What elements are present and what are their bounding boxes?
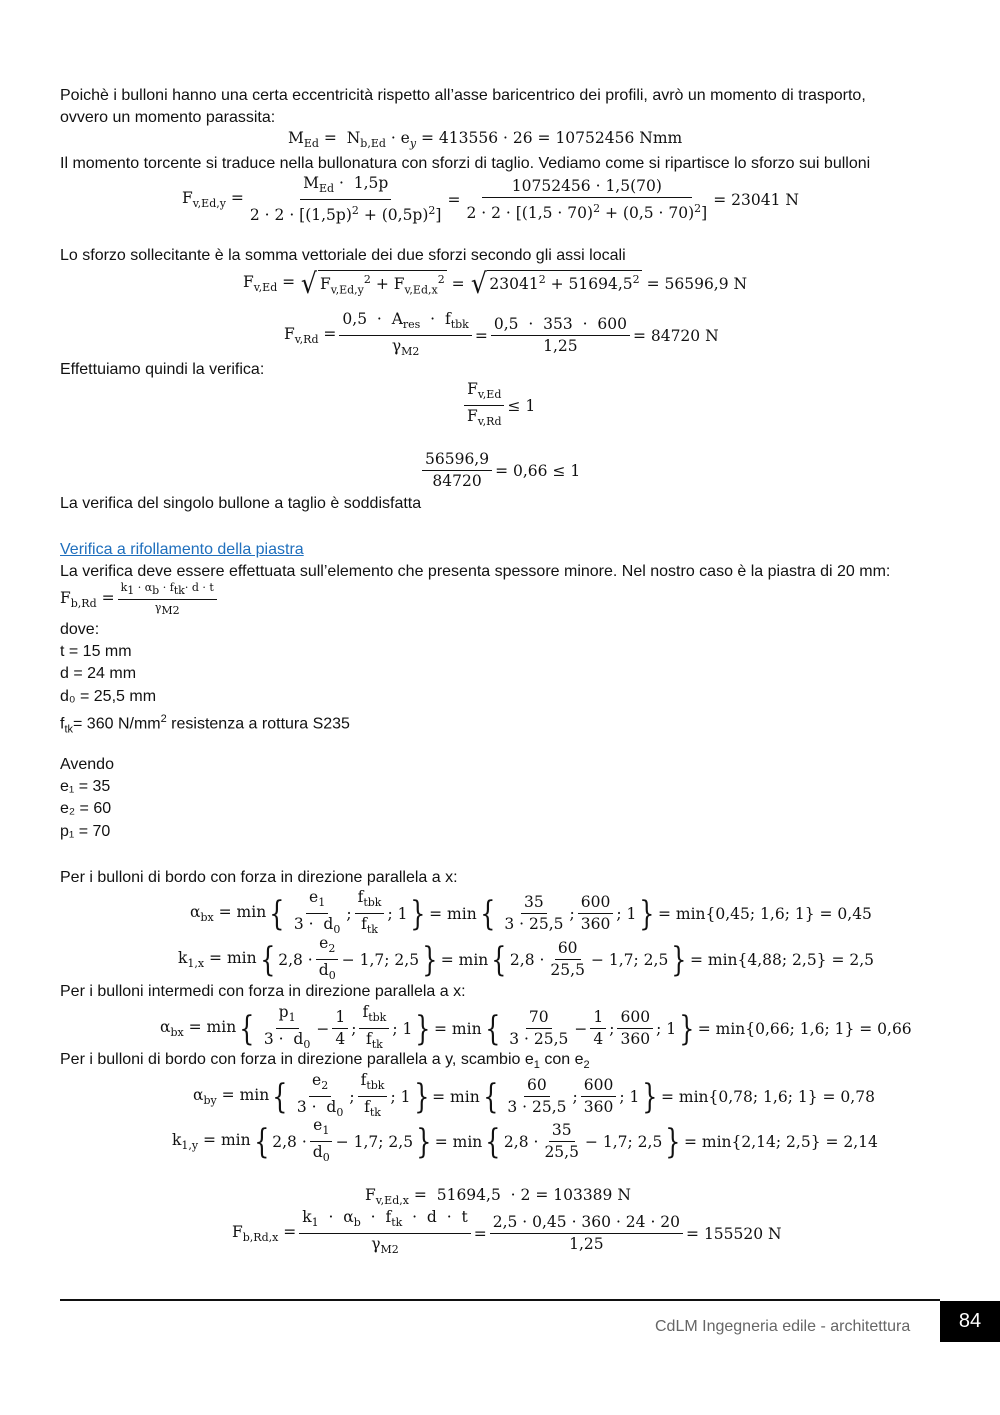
ratio-values-rest: = 0,66 ≤ 1 bbox=[495, 461, 581, 480]
page-number: 84 bbox=[940, 1301, 1000, 1342]
footer-rule bbox=[60, 1299, 940, 1301]
fb-rd-x-den: 1,25 bbox=[569, 1235, 604, 1254]
equation-fv-ed-y: $F_{v,Ed,y}$ = $\frac{M_{Ed} \cdot 1,5p}{2 \cdot 2 \cdot [(1,5p)^2 + (0,5p)^2]}$ = $\frac{10752456 \cdot 1,5(70)}{2 \cdot 2 \cdot [(1,5 \cdot 70)^2 + (0,5 \cdot 70)^2]}$ = 23041 N bbox=[182, 174, 799, 225]
edge-y-text: Per i bulloni di bordo con forza in direzione parallela a y, scambio $e_1$ con $e_2$ bbox=[60, 1051, 590, 1072]
ratio-numerator: 56596,9 bbox=[422, 450, 492, 471]
fb-rd-x-result: = 155520 N bbox=[686, 1224, 782, 1243]
equation-ratio: $\frac{F_{v,Ed}}{F_{v,Rd}}$ ≤ 1 bbox=[461, 380, 535, 431]
equation-fv-rd: $F_{v,Rd}$ = $\frac{0,5 \cdot A_{res} \cdot f_{tbk}}{\gamma_{M2}}$ = $\frac{0,5 \cdot 353 \cdot 600}{1,25}$ = 84720 N bbox=[284, 310, 719, 359]
equation-m-ed: $M_{Ed} = N_{b,Ed} \cdot e_y = 413556 \cdot 26 = 10752456$ Nmm bbox=[288, 129, 683, 151]
alpha-bx-edge-result: = min{0,45; 1,6; 1} = 0,45 bbox=[657, 904, 872, 923]
equation-alpha-bx-inter: $\alpha_{bx} = \min$ { $\frac{p_1}{3 \cdot d_0}$ − $\frac{1}{4}$ ; $\frac{f_{tbk}}{f_{tk}}$ ; 1 } = min { $\frac{70}{3 \cdot 25,5}$ − $\frac{1}{4}$ ; $\frac{600}{360}$ ; 1 } = min{0,66; 1,6; 1} = 0,66 bbox=[160, 1003, 912, 1052]
verify-text: Effettuiamo quindi la verifica: bbox=[60, 361, 265, 378]
intro-line-2: ovvero un momento parassita: bbox=[60, 109, 276, 126]
fb-rd-x-num: 2,5 · 0,45 · 360 · 24 · 20 bbox=[490, 1213, 683, 1234]
fv-rd-result: = 84720 N bbox=[632, 326, 719, 345]
param-t: t = 15 mm bbox=[60, 643, 132, 660]
equation-k1y: $k_{1,y} = \min$ { 2,8 · $\frac{e_1}{d_0}$ − 1,7; 2,5 } = min { 2,8 · $\frac{35}{25,5}$ − 1,7; 2,5 } = min{2,14; 2,5} = 2,14 bbox=[172, 1116, 878, 1165]
ratio-denominator: 84720 bbox=[432, 472, 482, 490]
inter-x-text: Per i bulloni intermedi con forza in direzione parallela a x: bbox=[60, 983, 466, 1000]
satisfied-text: La verifica del singolo bullone a taglio è soddisfatta bbox=[60, 495, 422, 512]
equation-fv-ed-x: $F_{v,Ed,x} = 51694,5 \cdot 2 = 103389$ N bbox=[365, 1186, 631, 1208]
k1x-result: = min{4,88; 2,5} = 2,5 bbox=[689, 950, 875, 969]
param-e2: e₂ = 60 bbox=[60, 800, 112, 817]
equation-fb-rd-x: $F_{b,Rd,x}$ = $\frac{k_1 \cdot \alpha_b \cdot f_{tk} \cdot d \cdot t}{\gamma_{M2}}$ = $\frac{2,5 \cdot 0,45 \cdot 360 \cdot 24 \cdot 20}{1,25}$ = 155520 N bbox=[232, 1208, 782, 1257]
equation-ratio-values bbox=[419, 450, 580, 491]
avendo-label: Avendo bbox=[60, 756, 114, 773]
fv-ed-y-result: = 23041 N bbox=[713, 190, 799, 209]
param-d: d = 24 mm bbox=[60, 665, 137, 682]
equation-alpha-by: $\alpha_{by} = \min$ { $\frac{e_2}{3 \cdot d_0}$ ; $\frac{f_{tbk}}{f_{tk}}$ ; 1 } = min { $\frac{60}{3 \cdot 25,5}$ ; $\frac{600}{360}$ ; 1 } = min{0,78; 1,6; 1} = 0,78 bbox=[193, 1071, 875, 1120]
equation-alpha-bx-edge: $\alpha_{bx} = \min$ { $\frac{e_1}{3 \cdot d_0}$ ; $\frac{f_{tbk}}{f_{tk}}$ ; 1 } = min { $\frac{35}{3 \cdot 25,5}$ ; $\frac{600}{360}$ ; 1 } = min{0,45; 1,6; 1} = 0,45 bbox=[190, 888, 872, 937]
k1y-result: = min{2,14; 2,5} = 2,14 bbox=[683, 1132, 878, 1151]
edge-x-text: Per i bulloni di bordo con forza in direzione parallela a x: bbox=[60, 869, 458, 886]
param-ftk: $f_{tk}= 360$ $N/mm^2$ resistenza a rottura S235 bbox=[60, 713, 350, 736]
section-link[interactable]: Verifica a rifollamento della piastra bbox=[60, 541, 304, 558]
ratio-rest: ≤ 1 bbox=[507, 396, 536, 415]
vector-text: Lo sforzo sollecitante è la somma vettoriale dei due sforzi secondo gli assi locali bbox=[60, 247, 626, 264]
equation-fv-ed: $F_{v,Ed}$ = √ $F_{v,Ed,y}^2 + F_{v,Ed,x}^2$ = √ $23041^2 + 51694,5^2$ = 56596,9 N bbox=[243, 267, 748, 300]
param-e1: e₁ = 35 bbox=[60, 778, 111, 795]
equation-k1x: $k_{1,x} = \min$ { 2,8 · $\frac{e_2}{d_0}$ − 1,7; 2,5 } = min { 2,8 · $\frac{60}{25,5}$ − 1,7; 2,5 } = min{4,88; 2,5} = 2,5 bbox=[178, 934, 875, 983]
alpha-bx-inter-result: = min{0,66; 1,6; 1} = 0,66 bbox=[697, 1019, 912, 1038]
alpha-by-result: = min{0,78; 1,6; 1} = 0,78 bbox=[660, 1087, 875, 1106]
section-text: La verifica deve essere effettuata sull’elemento che presenta spessore minore. Nel nostro caso è la piastra di 20 mm: bbox=[60, 563, 891, 580]
equation-fb-rd: $F_{b,Rd}$ = $\frac{k_1 \cdot \alpha_b \cdot f_{tk}\cdot d \cdot t}{\gamma_{M2}}$ bbox=[60, 581, 220, 618]
footer-course: CdLM Ingegneria edile - architettura bbox=[655, 1318, 911, 1335]
dove-label: dove: bbox=[60, 621, 100, 638]
intro-line-1: Poichè i bulloni hanno una certa eccentricità rispetto all’asse baricentrico dei profili, avrò un momento di trasporto, bbox=[60, 87, 866, 104]
param-p1: p₁ = 70 bbox=[60, 823, 111, 840]
torsion-text: Il momento torcente si traduce nella bullonatura con sforzi di taglio. Vediamo come si ripartisce lo sforzo sui bulloni bbox=[60, 155, 871, 172]
param-d0: d₀ = 25,5 mm bbox=[60, 688, 157, 705]
